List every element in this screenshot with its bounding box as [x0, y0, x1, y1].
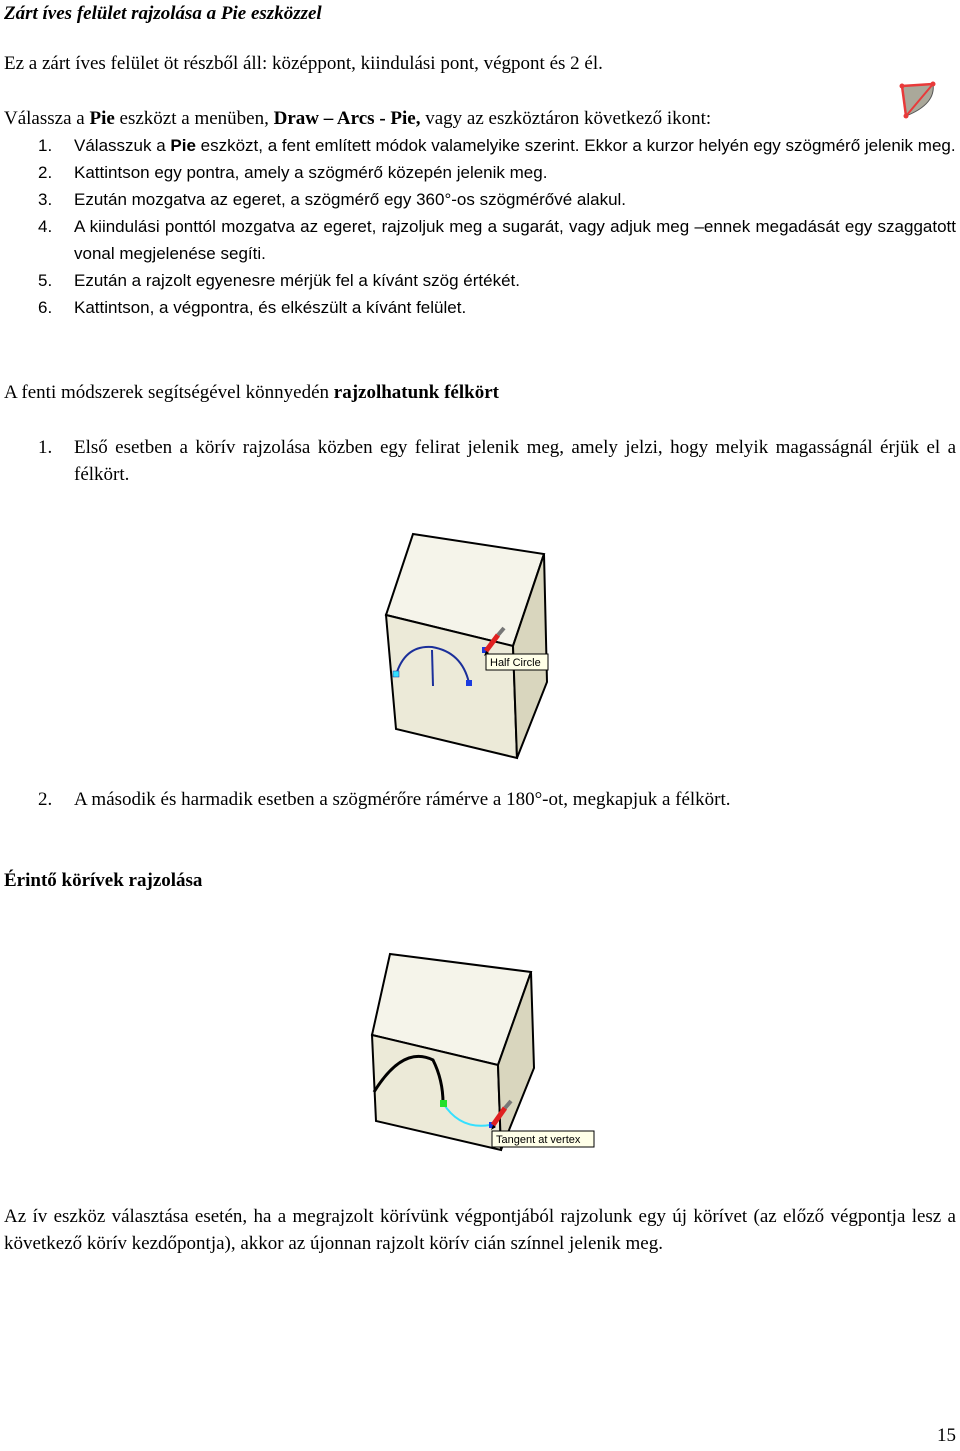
list-number: 5. — [38, 271, 53, 290]
choose-bold-menu: Draw – Arcs - Pie, — [273, 108, 421, 129]
list-item — [40, 294, 956, 321]
step-text: Kattintson, a végpontra, és elkészült a kívánt felület. — [74, 298, 467, 317]
pie-steps-list — [40, 132, 956, 321]
step-text-post: eszközt, a fent említett módok valamelyike szerint. Ekkor a kurzor helyén egy szögmérő jelenik meg. — [195, 136, 956, 155]
half-intro-bold: rajzolhatunk félkört — [333, 382, 499, 403]
list-item — [40, 434, 956, 488]
step-text: A kiindulási ponttól mozgatva az egeret, rajzoljuk meg a sugarát, vagy adjuk meg –ennek megadását egy szaggatott vonal megjelenése segíti. — [74, 217, 956, 263]
list-item — [40, 132, 956, 159]
tangent-paragraph: Az ív eszköz választása esetén, ha a megrajzolt körívünk végpontjából rajzolunk egy új körívet (az előző végpontja lesz a következő körív kezdőpontja), akkor az újonnan rajzolt körív cián színnel jelenik meg. — [4, 1206, 956, 1254]
list-number: 6. — [38, 298, 53, 317]
half-circle-intro — [4, 379, 956, 406]
half-circle-figure — [380, 530, 580, 762]
tangent-heading: Érintő körívek rajzolása — [4, 870, 203, 891]
list-item — [40, 267, 956, 294]
step-text: Kattintson egy pontra, amely a szögmérő közepén jelenik meg. — [74, 163, 548, 182]
list-text: A második és harmadik esetben a szögmérőre rámérve a 180°-ot, megkapjuk a félkört. — [74, 789, 731, 810]
list-number: 2. — [38, 163, 53, 182]
list-item — [40, 186, 956, 213]
page-heading: Zárt íves felület rajzolása a Pie eszközzel — [4, 3, 322, 24]
list-number: 3. — [38, 190, 53, 209]
list-item — [40, 786, 956, 813]
pie-tool-icon — [896, 80, 942, 120]
list-text: Első esetben a körív rajzolása közben egy felirat jelenik meg, amely jelzi, hogy melyik magasságnál érjük el a félkört. — [74, 437, 956, 485]
list-number: 1. — [38, 136, 53, 155]
intro-paragraph: Ez a zárt íves felület öt részből áll: középpont, kiindulási pont, végpont és 2 él. — [4, 53, 603, 74]
list-number: 1. — [38, 437, 53, 458]
half-circle-tooltip: Half Circle — [490, 657, 541, 669]
choose-bold-pie: Pie — [89, 108, 115, 129]
step-bold: Pie — [170, 136, 196, 155]
choose-text-2: eszközt a menüben, — [114, 108, 274, 129]
choose-text-1: Válassza a — [4, 108, 90, 129]
list-item — [40, 213, 956, 267]
step-text-pre: Válasszuk a — [74, 136, 171, 155]
tangent-arc-figure — [368, 950, 598, 1152]
list-number: 2. — [38, 789, 53, 810]
list-item — [40, 159, 956, 186]
tangent-tooltip: Tangent at vertex — [496, 1134, 581, 1146]
half-intro-text: A fenti módszerek segítségével könnyedén — [4, 382, 334, 403]
half-circle-list-1 — [40, 434, 956, 488]
choose-text-3: vagy az eszköztáron következő ikont: — [420, 108, 712, 129]
step-text: Ezután a rajzolt egyenesre mérjük fel a kívánt szög értékét. — [74, 271, 521, 290]
page-number: 15 — [937, 1425, 956, 1446]
list-number: 4. — [38, 217, 53, 236]
half-circle-list-2 — [40, 786, 956, 813]
choose-tool-paragraph — [4, 105, 956, 132]
step-text: Ezután mozgatva az egeret, a szögmérő egy 360°-os szögmérővé alakul. — [74, 190, 627, 209]
